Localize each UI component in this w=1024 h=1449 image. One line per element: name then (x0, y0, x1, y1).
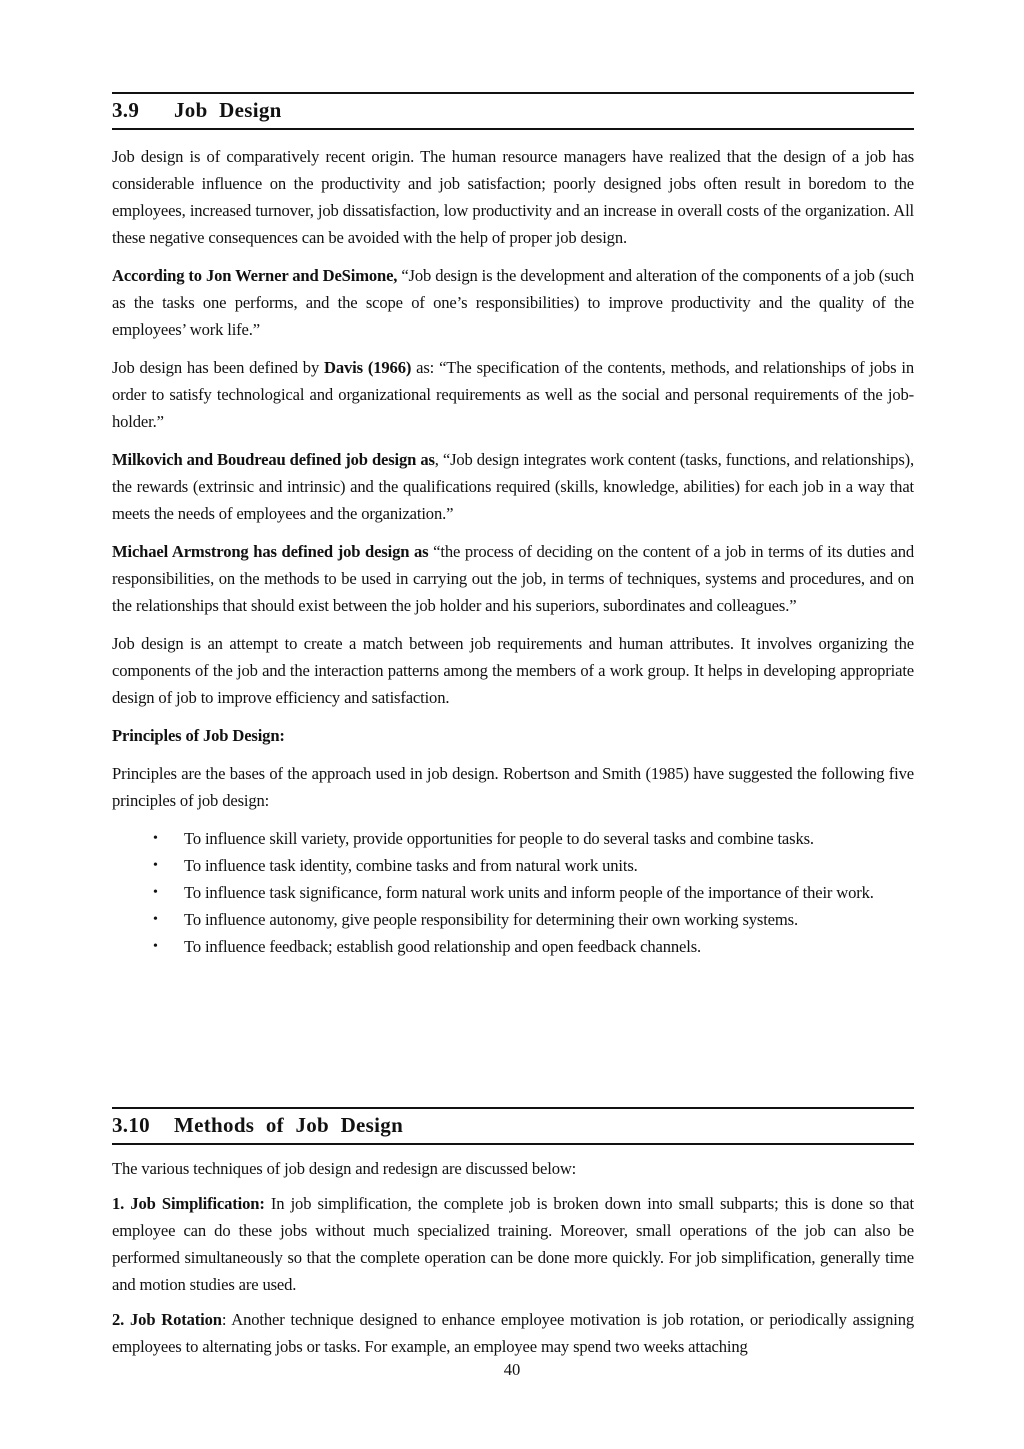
body-paragraph: Job design is an attempt to create a match between job requirements and human attributes. It involves organizing the components of the job and the interaction patterns among the members of a work group. It helps in developing appropriate design of job to improve efficiency and satisfaction. (112, 634, 914, 707)
list-item: • To influence autonomy, give people responsibility for determining their own working systems. (112, 906, 914, 933)
section-title: Methods of Job Design (174, 1113, 404, 1137)
section-heading (112, 97, 914, 123)
list-item: • To influence skill variety, provide opportunities for people to do several tasks and combine tasks. (112, 825, 914, 852)
page-number: 40 (503, 1360, 521, 1379)
section-body (112, 143, 914, 960)
intro-paragraph: The various techniques of job design and redesign are discussed below: (112, 1159, 577, 1178)
bullet-icon: • (153, 939, 158, 954)
list-item: • To influence feedback; establish good relationship and open feedback channels. (112, 933, 914, 960)
section-title: Job Design (174, 98, 282, 122)
section-bottom-rule (112, 128, 914, 130)
section-bottom-rule (112, 1143, 914, 1145)
bullet-icon: • (153, 858, 158, 873)
definition-paragraph: Michael Armstrong has defined job design as “the process of deciding on the content of a job in terms of its duties and responsibilities, on the methods to be used in carrying out the job, in terms of techniques, systems and procedures, and on the relationships that should exist between the job holder and his superiors, subordinates and colleagues.” (112, 542, 914, 615)
definition-paragraph: According to Jon Werner and DeSimone, “Job design is the development and alteration of the components of a job (such as the tasks one performs, and the scope of one’s responsibilities) to improve productivity and the quality of the employees’ work life.” (112, 266, 914, 339)
list-item: • To influence task identity, combine tasks and from natural work units. (112, 852, 914, 879)
principles-list (112, 825, 914, 960)
section-top-rule (112, 1107, 914, 1109)
list-item: • To influence task significance, form natural work units and inform people of the importance of their work. (112, 879, 914, 906)
section-heading (112, 1112, 914, 1138)
bullet-icon: • (153, 885, 158, 900)
section-body (112, 1155, 914, 1360)
bullet-icon: • (153, 831, 158, 846)
subheading: Principles of Job Design: (112, 726, 285, 745)
definition-paragraph: Job design has been defined by Davis (1966) as: “The specification of the contents, methods, and relationships of jobs in order to satisfy technological and organizational requirements as well as the social and personal requirements of the job-holder.” (112, 358, 914, 431)
section-number: 3.9 (112, 98, 140, 122)
intro-paragraph: Job design is of comparatively recent origin. The human resource managers have realized that the design of a job has considerable influence on the productivity and job satisfaction; poorly designed jobs often result in boredom to the employees, increased turnover, job dissatisfaction, low productivity and an increase in overall costs of the organization. All these negative consequences can be avoided with the help of proper job design. (112, 147, 914, 247)
definition-paragraph: Milkovich and Boudreau defined job design as, “Job design integrates work content (tasks, functions, and relationships), the rewards (extrinsic and intrinsic) and the qualifications required (skills, knowledge, abilities) for each job in a way that meets the needs of employees and the organization.” (112, 450, 914, 523)
bullet-icon: • (153, 912, 158, 927)
section-number: 3.10 (112, 1113, 150, 1137)
method-paragraph: 1. Job Simplification: In job simplification, the complete job is broken down into small subparts; this is done so that employee can do these jobs without much specialized training. Moreover, small operations of the job can also be performed simultaneously so that the complete operation can be done more quickly. For job simplification, generally time and motion studies are used. (112, 1194, 914, 1294)
body-paragraph: Principles are the bases of the approach used in job design. Robertson and Smith (1985) have suggested the following five principles of job design: (112, 764, 914, 810)
method-paragraph: 2. Job Rotation: Another technique designed to enhance employee motivation is job rotation, or periodically assigning employees to alternating jobs or tasks. For example, an employee may spend two weeks attaching (112, 1310, 914, 1356)
section-top-rule (112, 92, 914, 94)
